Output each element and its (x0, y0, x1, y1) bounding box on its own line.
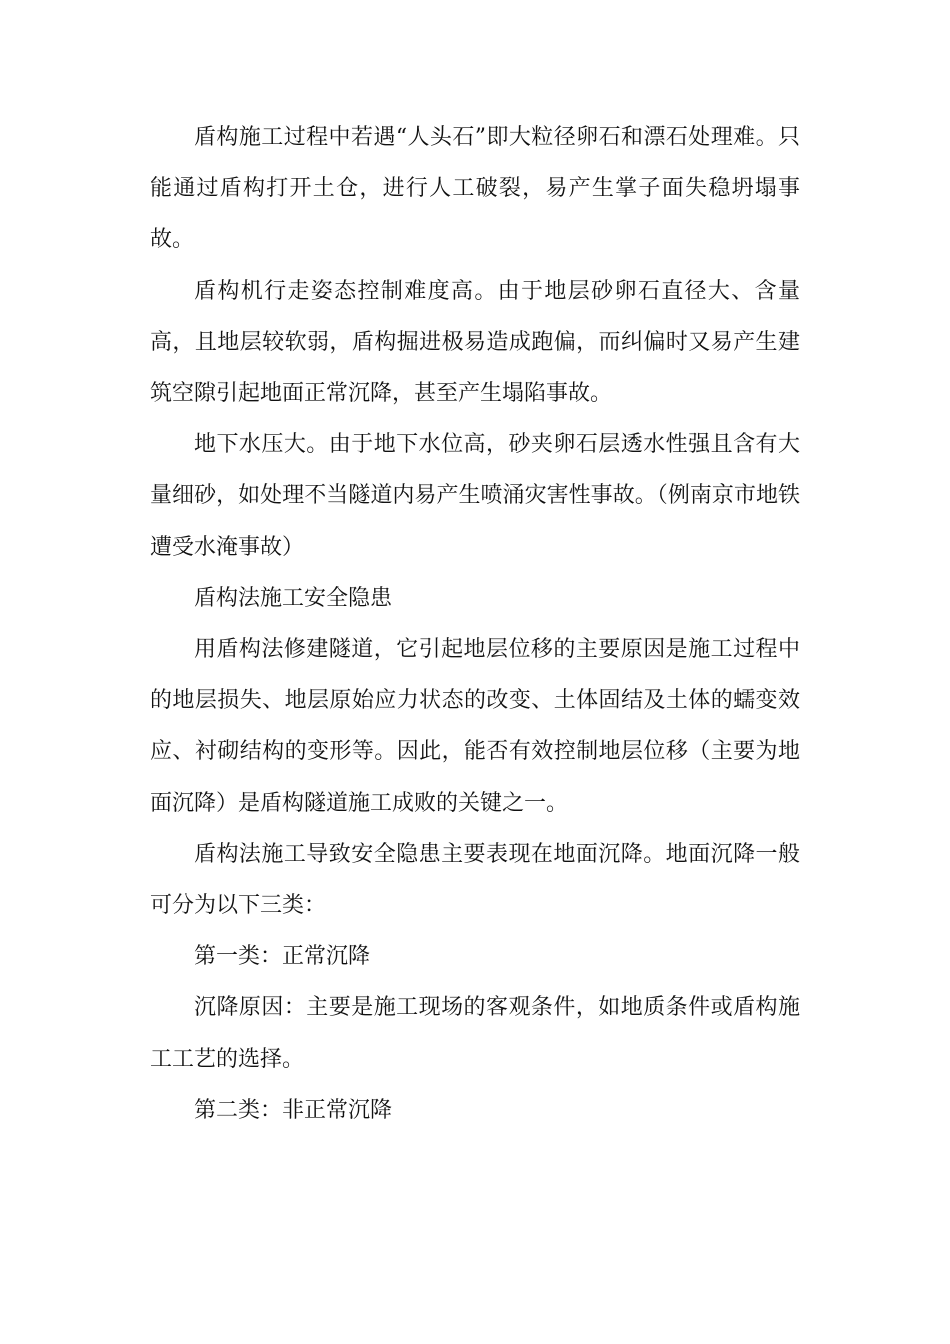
section-heading-safety-hazards: 盾构法施工安全隐患 (194, 585, 393, 611)
paragraph-settlement-categories: 盾构法施工导致安全隐患主要表现在地面沉降。地面沉降一般可分为以下三类： (150, 841, 800, 919)
paragraph-boulder-handling: 盾构施工过程中若遇“人头石”即大粒径卵石和漂石处理难。只能通过盾构打开土仓，进行人工破裂，易产生掌子面失稳坍塌事故。 (150, 125, 800, 253)
paragraph-attitude-control: 盾构机行走姿态控制难度高。由于地层砂卵石直径大、含量高，且地层较软弱，盾构掘进极易造成跑偏，而纠偏时又易产生建筑空隙引起地面正常沉降，甚至产生塌陷事故。 (150, 278, 800, 407)
paragraph-ground-displacement: 用盾构法修建隧道，它引起地层位移的主要原因是施工过程中的地层损失、地层原始应力状态的改变、土体固结及土体的蠕变效应、衬砌结构的变形等。因此，能否有效控制地层位移（主要为地面沉降）是盾构隧道施工成败的关键之一。 (150, 637, 800, 816)
subheading-category-two: 第二类：非正常沉降 (194, 1097, 393, 1123)
paragraph-settlement-cause: 沉降原因：主要是施工现场的客观条件，如地质条件或盾构施工工艺的选择。 (150, 995, 800, 1072)
subheading-category-one: 第一类：正常沉降 (194, 944, 371, 970)
document-body (150, 112, 800, 1136)
paragraph-groundwater-pressure: 地下水压大。由于地下水位高，砂夹卵石层透水性强且含有大量细砂，如处理不当隧道内易产生喷涌灾害性事故。（例南京市地铁遭受水淹事故） (150, 432, 800, 560)
